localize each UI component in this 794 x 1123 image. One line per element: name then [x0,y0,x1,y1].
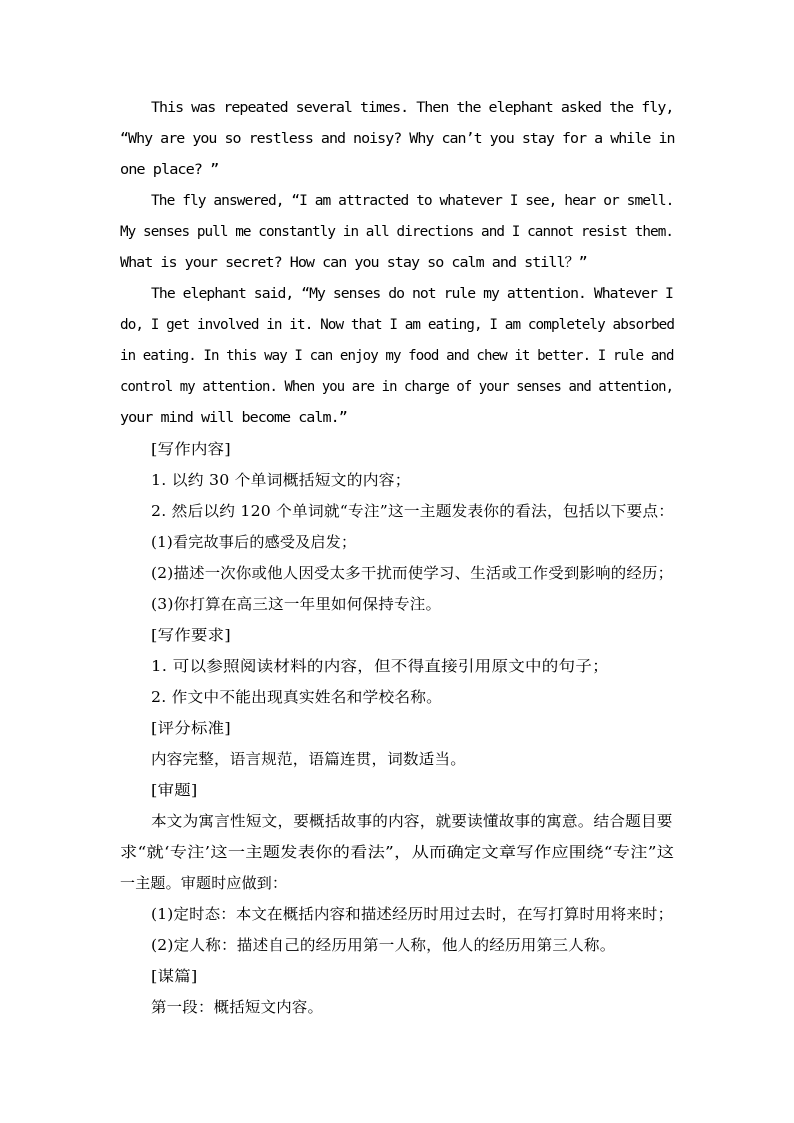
story-line: your mind will become calm.” [120,410,347,426]
content-item: 1. 以约 30 个单词概括短文的内容； [151,471,411,489]
content-item: (1)看完故事后的感受及启发； [151,533,357,551]
analysis-item: (1)定时态：本文在概括内容和描述经历时用过去时，在写打算时用将来时； [151,905,674,923]
section-heading-content: [写作内容] [151,440,231,458]
story-line: in eating. In this way I can enjoy my food and chew it better. I rule and [120,348,674,364]
story-line: do, I get involved in it. Now that I am eating, I am completely absorbed [120,317,675,333]
story-line: control my attention. When you are in charge of your senses and attention, [120,379,674,395]
story-line: This was repeated several times. Then the elephant asked the fly, [151,100,674,116]
story-line: What is your secret? How can you stay so calm and still？” [120,255,587,271]
content-item: 2. 然后以约 120 个单词就“专注”这一主题发表你的看法，包括以下要点： [151,502,675,520]
story-line: My senses pull me constantly in all directions and I cannot resist them. [120,224,674,240]
criteria-text: 内容完整，语言规范，语篇连贯，词数适当。 [151,750,467,768]
requirement-item: 2. 作文中不能出现真实姓名和学校名称。 [151,688,443,706]
section-heading-analysis: [审题] [151,781,198,799]
story-line: one place? ” [120,162,219,178]
analysis-line: 一主题。审题时应做到： [120,874,288,892]
requirement-item: 1. 可以参照阅读材料的内容，但不得直接引用原文中的句子； [151,657,609,675]
story-line: The fly answered, “I am attracted to whatever I see, hear or smell. [151,193,674,209]
section-heading-plan: [谋篇] [151,967,198,985]
story-line: “Why are you so restless and noisy? Why can’t you stay for a while in [120,131,675,147]
plan-text: 第一段：概括短文内容。 [151,998,324,1016]
analysis-line: 本文为寓言性短文，要概括故事的内容，就要读懂故事的寓意。结合题目要 [151,812,673,830]
section-heading-criteria: [评分标准] [151,719,231,737]
analysis-line: 求“就‘专注’这一主题发表你的看法”，从而确定文章写作应围绕“专注”这 [120,843,675,861]
section-heading-requirements: [写作要求] [151,626,231,644]
story-line: The elephant said, “My senses do not rule my attention. Whatever I [151,286,673,302]
analysis-item: (2)定人称：描述自己的经历用第一人称，他人的经历用第三人称。 [151,936,616,954]
content-item: (3)你打算在高三这一年里如何保持专注。 [151,595,442,613]
content-item: (2)描述一次你或他人因受太多干扰而使学习、生活或工作受到影响的经历； [151,564,674,582]
